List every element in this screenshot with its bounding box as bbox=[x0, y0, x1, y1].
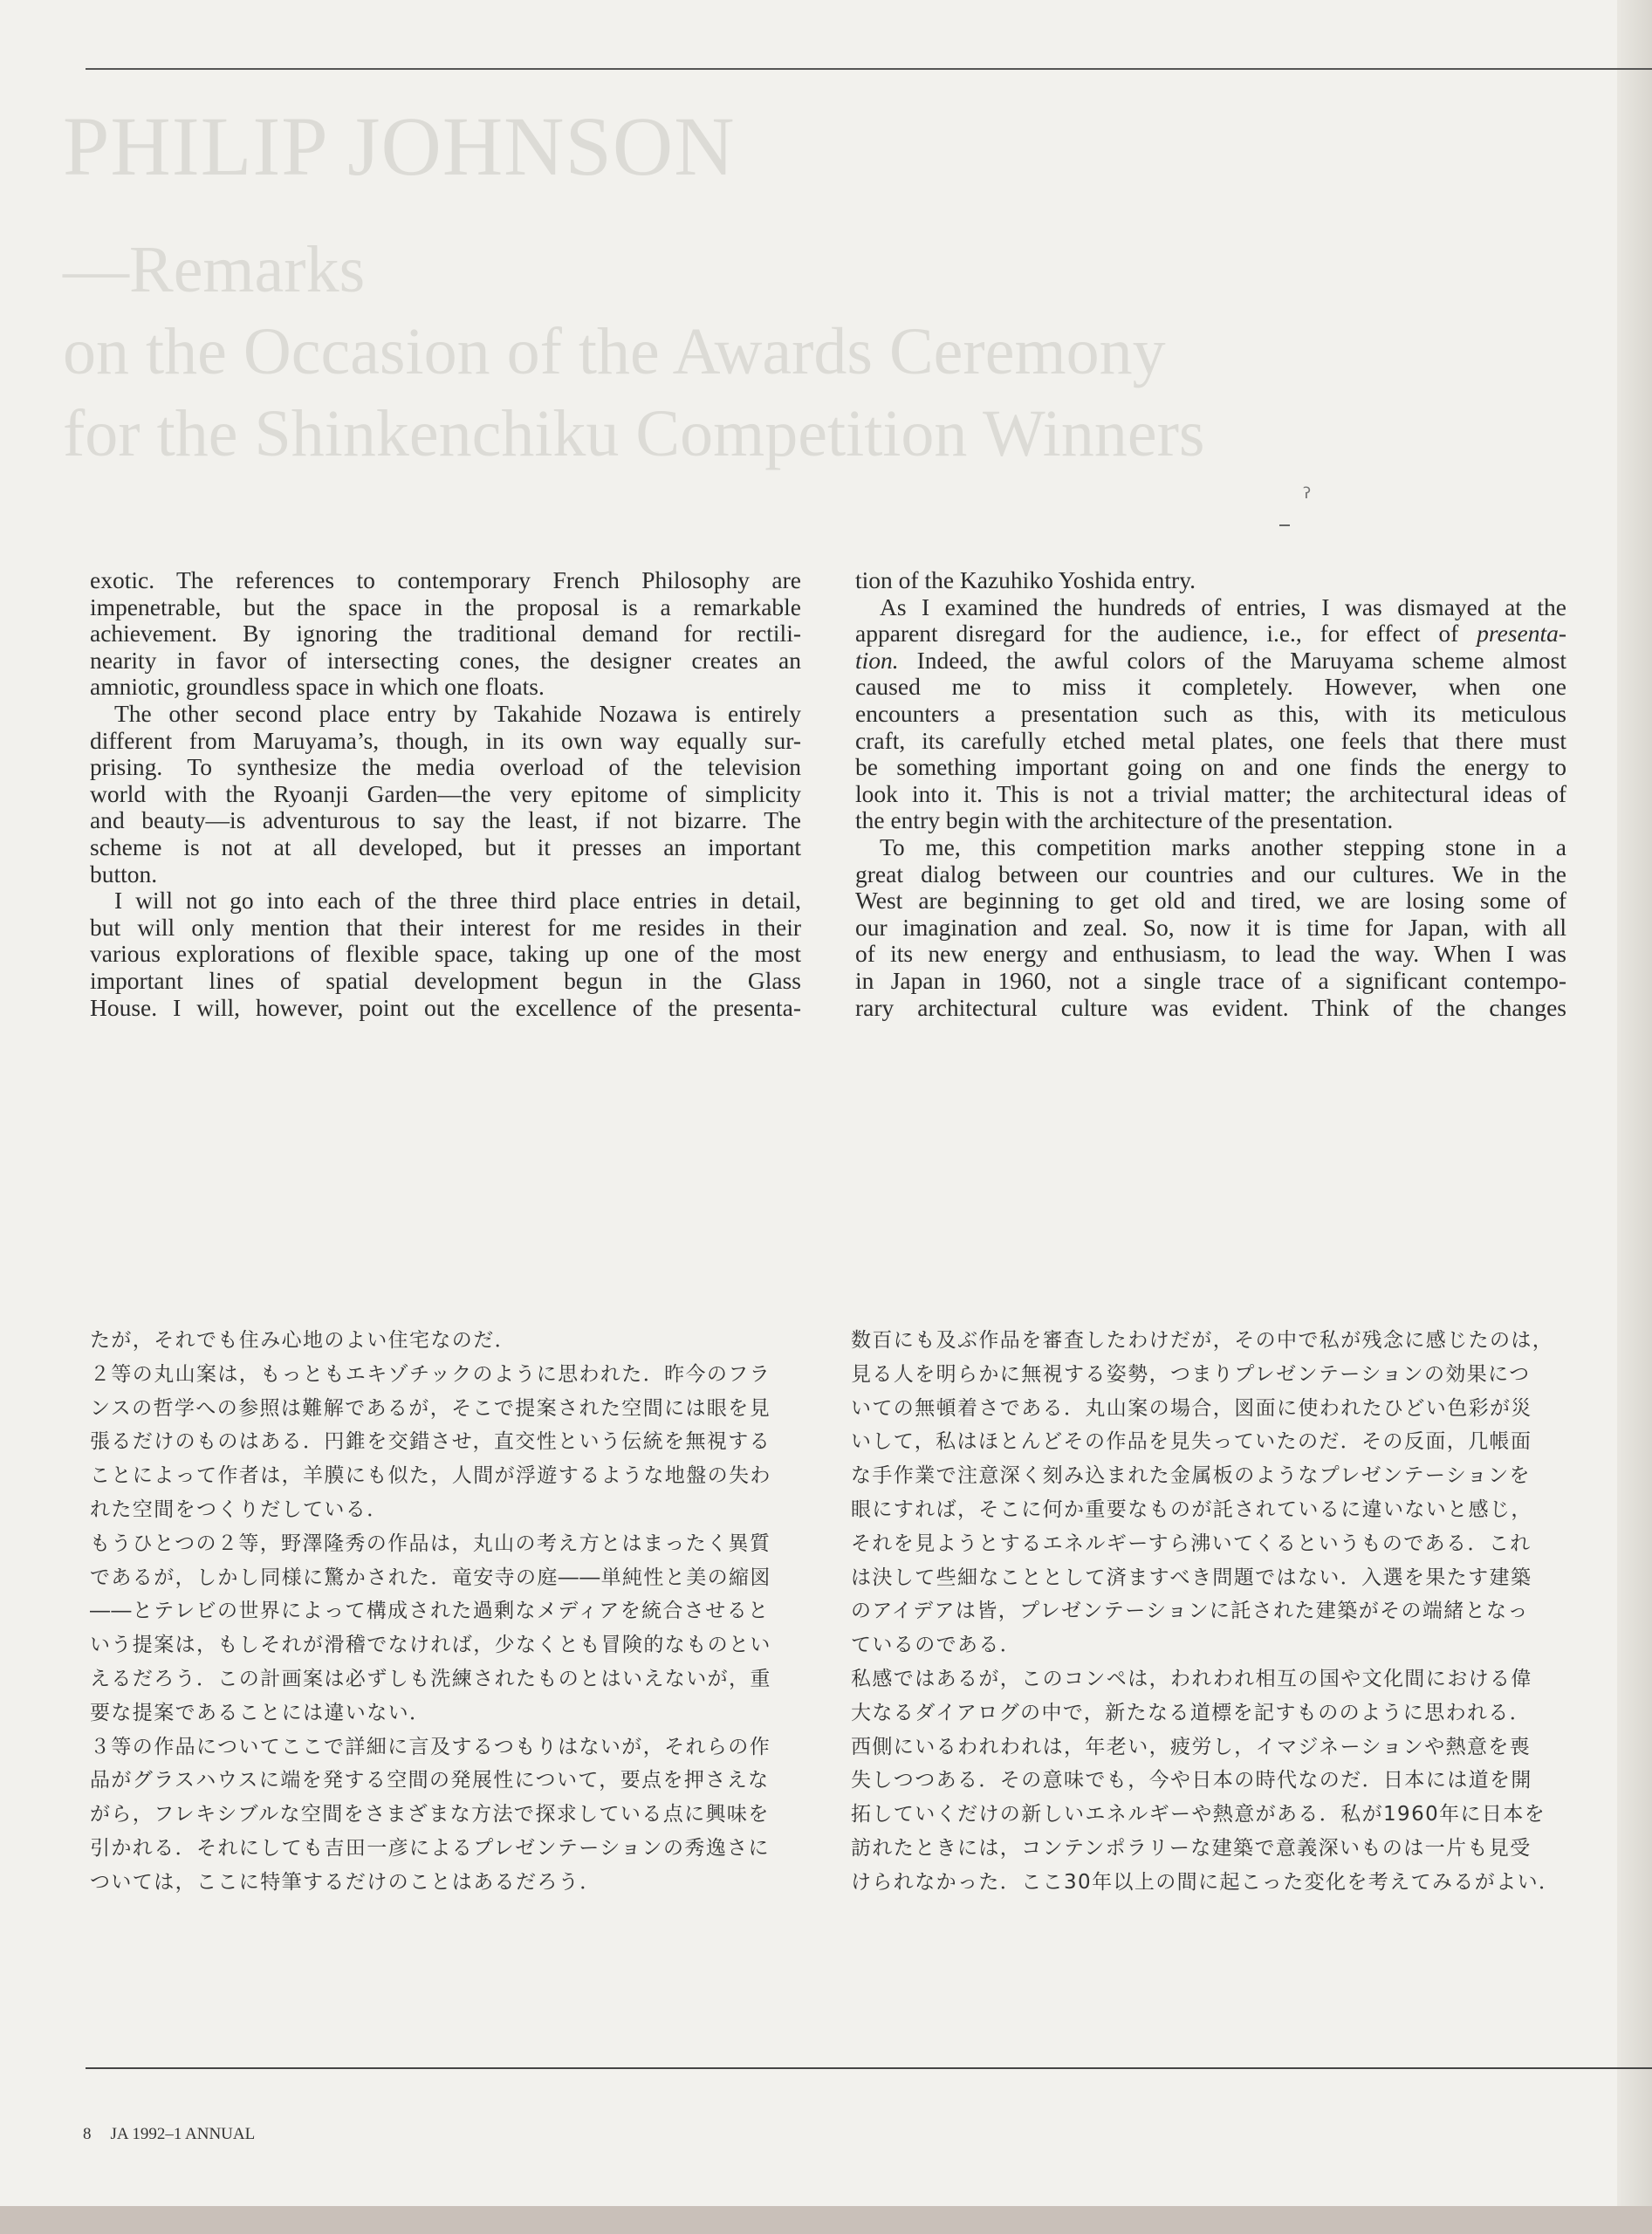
japanese-text-line: ンスの哲学への参照は難解であるが，そこで提案された空間には眼を見 bbox=[90, 1396, 771, 1420]
faded-subtitle-line-1: —Remarks bbox=[63, 233, 366, 306]
english-text-line: amniotic, groundless space in which one floats. bbox=[90, 673, 545, 701]
english-text-line: I will not go into each of the three third place entries in detail, bbox=[114, 887, 801, 915]
english-text-line: of its new energy and enthusiasm, to lead the way. When I was bbox=[855, 940, 1566, 968]
english-text-line: scheme is not at all developed, but it presses an important bbox=[90, 833, 801, 860]
english-text-line: apparent disregard for the audience, i.e., for effect of presenta- bbox=[855, 620, 1566, 648]
english-text-line: craft, its carefully etched metal plates, one feels that there must bbox=[855, 726, 1566, 754]
page-footer bbox=[83, 2125, 274, 2144]
japanese-text-line: たが，それでも住み心地のよい住宅なのだ． bbox=[90, 1329, 516, 1352]
japanese-text-line: 大なるダイアログの中で，新たなる道標を記すもののように思われる． bbox=[851, 1701, 1532, 1724]
english-text-line: important lines of spatial development begun in the Glass bbox=[90, 966, 801, 994]
english-text-line: tion of the Kazuhiko Yoshida entry. bbox=[855, 566, 1196, 593]
english-text-line: different from Maruyama’s, though, in its own way equally sur- bbox=[90, 726, 801, 754]
english-text-line: in Japan in 1960, not a single trace of a significant contempo- bbox=[855, 966, 1566, 994]
english-text-line: button. bbox=[90, 860, 158, 887]
english-text-line: and beauty—is adventurous to say the least, if not bizarre. The bbox=[90, 806, 801, 834]
faded-subtitle-line-2: on the Occasion of the Awards Ceremony bbox=[63, 315, 1166, 388]
english-text-line: As I examined the hundreds of entries, I was dismayed at the bbox=[880, 593, 1566, 620]
english-text-line: world with the Ryoanji Garden—the very epitome of simplicity bbox=[90, 779, 801, 807]
english-text-line: The other second place entry by Takahide Nozawa is entirely bbox=[114, 699, 801, 727]
japanese-text-line: であるが，しかし同様に驚かされた．竜安寺の庭――単純性と美の縮図 bbox=[90, 1566, 771, 1589]
japanese-text-line: 引かれる．それにしても吉田一彦によるプレゼンテーションの秀逸さに bbox=[90, 1836, 770, 1860]
japanese-text-line: 西側にいるわれわれは，年老い，疲労し，イマジネーションや熱意を喪 bbox=[851, 1735, 1532, 1758]
publication-name: JA 1992–1 ANNUAL bbox=[110, 2125, 256, 2143]
japanese-text-line: 張るだけのものはある．円錐を交錯させ，直交性という伝統を無視する bbox=[90, 1430, 771, 1454]
japanese-text-line: いして，私はほとんどその作品を見失っていたのだ．その反面，几帳面 bbox=[851, 1430, 1532, 1454]
japanese-text-line: ついては，ここに特筆するだけのことはあるだろう． bbox=[90, 1870, 601, 1894]
japanese-text-line: いての無頓着さである．丸山案の場合，図面に使われたひどい色彩が災 bbox=[851, 1396, 1532, 1420]
english-text-line: be something important going on and one finds the energy to bbox=[855, 753, 1566, 781]
english-text-line: great dialog between our countries and our cultures. We in the bbox=[855, 860, 1566, 887]
english-text-line: rary architectural culture was evident. Think of the changes bbox=[855, 993, 1566, 1021]
japanese-text-line: もうひとつの２等，野澤隆秀の作品は，丸山の考え方とはまったく異質 bbox=[90, 1532, 771, 1555]
japanese-text-line: れた空間をつくりだしている． bbox=[90, 1497, 388, 1521]
japanese-text-line: 訪れたときには，コンテンポラリーな建築で意義深いものは一片も見受 bbox=[851, 1836, 1532, 1860]
english-text-line: the entry begin with the architecture of the presentation. bbox=[855, 806, 1394, 834]
japanese-text-line: は決して些細なこととして済ますべき問題ではない．入選を果たす建築 bbox=[851, 1566, 1532, 1589]
english-text-line: tion. Indeed, the awful colors of the Maruyama scheme almost bbox=[855, 646, 1566, 674]
japanese-text-line: それを見ようとするエネルギーすら沸いてくるというものである．これ bbox=[851, 1532, 1532, 1555]
english-text-line: our imagination and zeal. So, now it is time for Japan, with all bbox=[855, 913, 1566, 941]
english-text-line: impenetrable, but the space in the proposal is a remarkable bbox=[90, 593, 801, 620]
japanese-column-right bbox=[851, 1324, 1593, 1900]
english-text-line: prising. To synthesize the media overload of the television bbox=[90, 753, 801, 781]
english-text-line: exotic. The references to contemporary French Philosophy are bbox=[90, 566, 801, 593]
japanese-text-line: ３等の作品についてここで詳細に言及するつもりはないが，それらの作 bbox=[90, 1735, 771, 1758]
japanese-text-line: ――とテレビの世界によって構成された過剰なメディアを統合させると bbox=[90, 1600, 770, 1623]
page-fold-shadow bbox=[1617, 0, 1652, 2234]
english-text-line: West are beginning to get old and tired, we are losing some of bbox=[855, 887, 1566, 915]
english-text-line: achievement. By ignoring the traditional demand for rectili- bbox=[90, 620, 801, 648]
stray-mark: ʔ bbox=[1303, 484, 1312, 503]
japanese-text-line: 見る人を明らかに無視する姿勢，つまりプレゼンテーションの効果につ bbox=[851, 1362, 1531, 1386]
english-text-line: nearity in favor of intersecting cones, the designer creates an bbox=[90, 646, 801, 674]
english-text-line: various explorations of flexible space, taking up one of the most bbox=[90, 940, 801, 968]
japanese-text-line: 失しつつある．その意味でも，今や日本の時代なのだ．日本には道を開 bbox=[851, 1769, 1532, 1792]
japanese-text-line: ２等の丸山案は，もっともエキゾチックのように思われた．昨今のフラ bbox=[90, 1362, 771, 1386]
faded-subtitle-line-3: for the Shinkenchiku Competition Winners bbox=[63, 397, 1205, 470]
english-text-line: but will only mention that their interest for me resides in their bbox=[90, 913, 801, 941]
japanese-text-line: 私感ではあるが，このコンペは，われわれ相互の国や文化間における偉 bbox=[851, 1667, 1532, 1690]
japanese-text-line: がら，フレキシブルな空間をさまざまな方法で探求している点に興味を bbox=[90, 1803, 770, 1826]
japanese-text-line: 拓していくだけの新しいエネルギーや熱意がある．私が1960年に日本を bbox=[851, 1803, 1546, 1826]
english-text-line: look into it. This is not a trivial matter; the architectural ideas of bbox=[855, 779, 1566, 807]
english-column-left bbox=[90, 567, 801, 1021]
japanese-text-line: ているのである． bbox=[851, 1634, 1022, 1657]
japanese-text-line: けられなかった．ここ30年以上の間に起こった変化を考えてみるがよい． bbox=[851, 1870, 1560, 1894]
japanese-text-line: 品がグラスハウスに端を発する空間の発展性について，要点を押さえな bbox=[90, 1769, 770, 1792]
page-number: 8 bbox=[83, 2125, 92, 2143]
japanese-text-line: 数百にも及ぶ作品を審査したわけだが，その中で私が残念に感じたのは， bbox=[851, 1329, 1554, 1352]
faded-title: PHILIP JOHNSON bbox=[63, 99, 736, 193]
japanese-text-line: ことによって作者は，羊膜にも似た，人間が浮遊するような地盤の失わ bbox=[90, 1464, 771, 1488]
english-text-line: To me, this competition marks another stepping stone in a bbox=[880, 833, 1566, 860]
bottom-edge-strip bbox=[0, 2206, 1652, 2234]
japanese-column-left bbox=[90, 1324, 819, 1900]
stray-dash bbox=[1279, 524, 1290, 526]
japanese-text-line: のアイデアは皆，プレゼンテーションに託された建築がその端緒となっ bbox=[851, 1600, 1529, 1623]
japanese-text-line: な手作業で注意深く刻み込まれた金属板のようなプレゼンテーションを bbox=[851, 1464, 1531, 1488]
english-text-line: encounters a presentation such as this, with its meticulous bbox=[855, 699, 1566, 727]
bottom-rule bbox=[86, 2067, 1652, 2069]
english-text-line: caused me to miss it completely. However, when one bbox=[855, 673, 1566, 701]
japanese-text-line: いう提案は，もしそれが滑稽でなければ，少なくとも冒険的なものとい bbox=[90, 1634, 771, 1657]
top-rule bbox=[86, 68, 1652, 70]
english-text-line: House. I will, however, point out the excellence of the presenta- bbox=[90, 993, 801, 1021]
japanese-text-line: 眼にすれば，そこに何か重要なものが託されているに違いないと感じ， bbox=[851, 1497, 1532, 1521]
japanese-text-line: 要な提案であることには違いない． bbox=[90, 1701, 431, 1724]
japanese-text-line: えるだろう．この計画案は必ずしも洗練されたものとはいえないが，重 bbox=[90, 1667, 771, 1690]
english-column-right bbox=[855, 567, 1566, 1021]
